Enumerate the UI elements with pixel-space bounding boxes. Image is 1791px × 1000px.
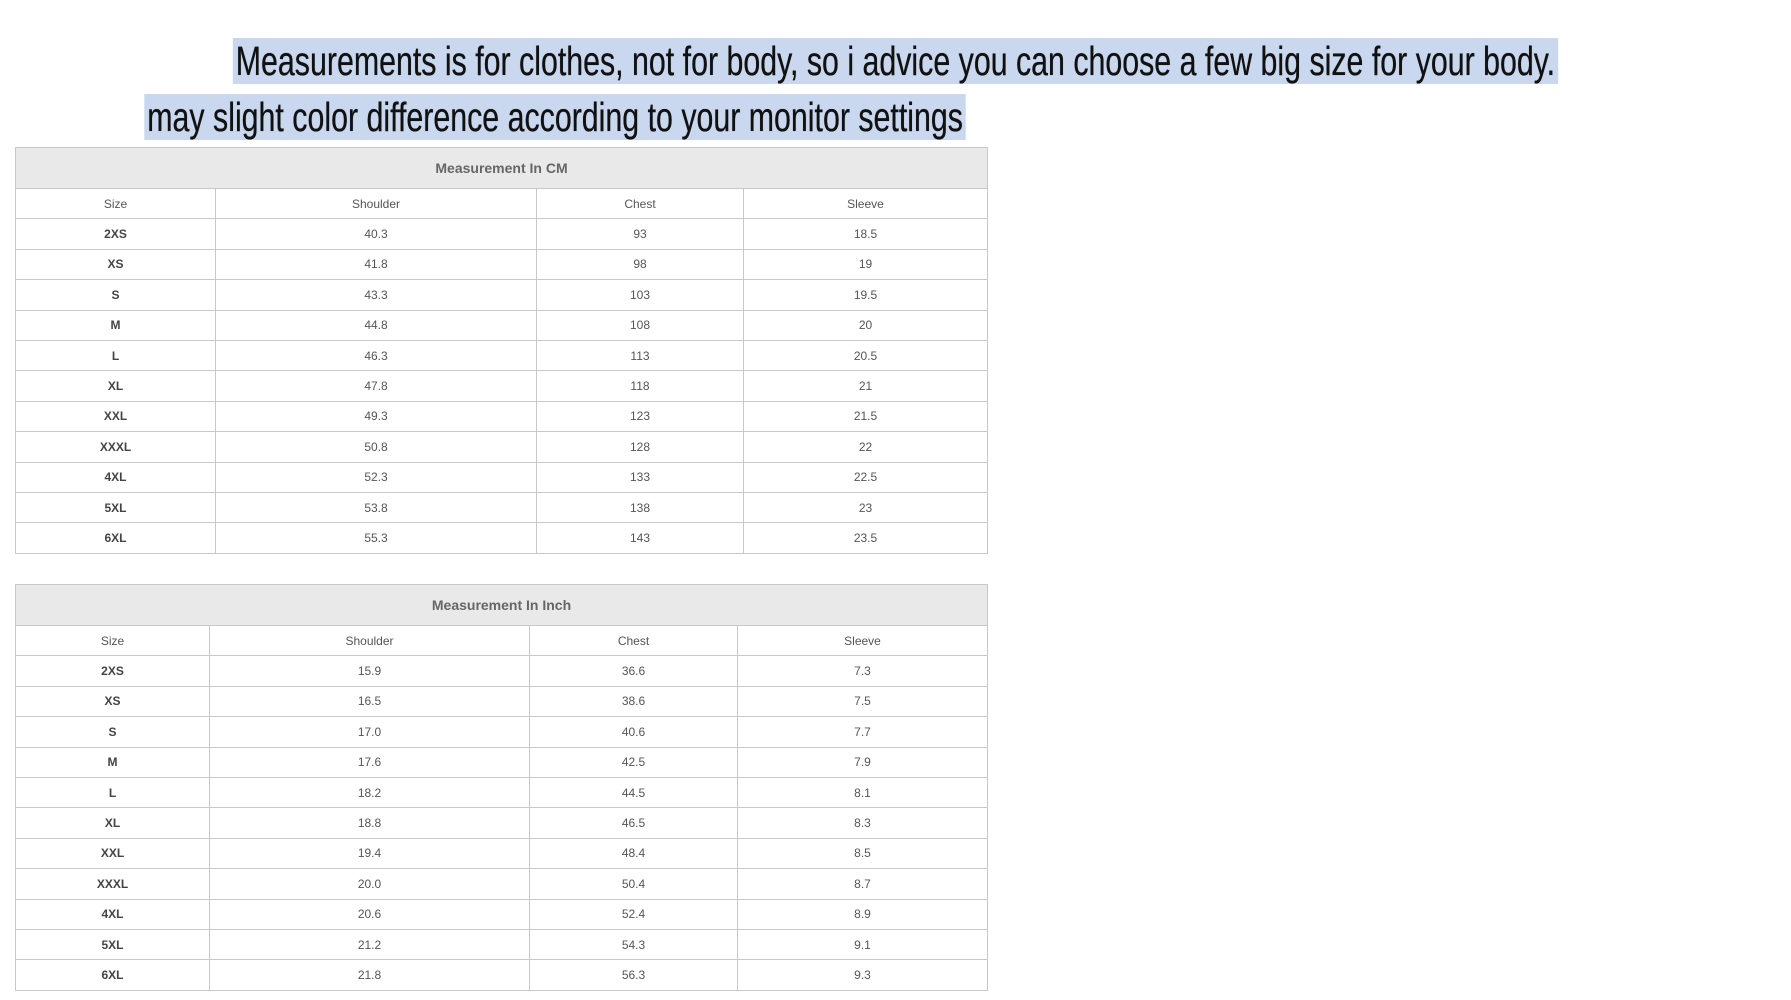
inch-header-row [16,626,988,656]
cell-sleeve: 8.1 [738,777,988,807]
cell-sleeve: 9.3 [738,960,988,990]
cell-shoulder: 55.3 [216,523,537,553]
cell-chest: 36.6 [530,656,738,686]
cell-chest: 46.5 [530,808,738,838]
cell-sleeve: 19.5 [744,280,988,310]
cell-size: S [16,717,210,747]
header-size: Size [16,626,210,656]
cell-size: 5XL [16,492,216,522]
cell-size: XL [16,808,210,838]
cell-shoulder: 18.8 [210,808,530,838]
table-row [16,249,988,279]
cell-sleeve: 7.3 [738,656,988,686]
cell-shoulder: 50.8 [216,432,537,462]
cell-sleeve: 18.5 [744,219,988,249]
cell-shoulder: 44.8 [216,310,537,340]
cell-chest: 98 [537,249,744,279]
header-sleeve: Sleeve [738,626,988,656]
notice-line-1 [0,38,1556,84]
cell-shoulder: 41.8 [216,249,537,279]
table-row [16,371,988,401]
cell-chest: 50.4 [530,869,738,899]
table-row [16,523,988,553]
cell-shoulder: 47.8 [216,371,537,401]
cell-size: L [16,777,210,807]
cell-sleeve: 21 [744,371,988,401]
cell-sleeve: 21.5 [744,401,988,431]
cell-size: 5XL [16,929,210,959]
cell-size: XXXL [16,869,210,899]
cell-shoulder: 16.5 [210,686,530,716]
table-row [16,401,988,431]
cell-size: XL [16,371,216,401]
cell-chest: 113 [537,340,744,370]
cell-shoulder: 21.8 [210,960,530,990]
cell-shoulder: 21.2 [210,929,530,959]
header-chest: Chest [537,189,744,219]
cell-size: XS [16,249,216,279]
header-shoulder: Shoulder [210,626,530,656]
cell-size: 4XL [16,899,210,929]
cell-shoulder: 46.3 [216,340,537,370]
header-shoulder: Shoulder [216,189,537,219]
table-row [16,717,988,747]
cell-chest: 123 [537,401,744,431]
cell-size: S [16,280,216,310]
cell-shoulder: 19.4 [210,838,530,868]
cell-shoulder: 53.8 [216,492,537,522]
notice-line-2 [0,94,1000,140]
cell-size: 2XS [16,656,210,686]
cell-size: XXL [16,401,216,431]
notice-text-1: Measurements is for clothes, not for body, so i advice you can choose a few big size for your body. [233,38,1558,84]
cm-table-caption: Measurement In CM [16,148,988,189]
notice-text-2: may slight color difference according to your monitor settings [144,94,966,140]
cm-size-table [15,147,988,554]
cell-sleeve: 20 [744,310,988,340]
cell-size: M [16,310,216,340]
table-row [16,462,988,492]
cell-shoulder: 17.6 [210,747,530,777]
table-row [16,960,988,990]
cell-chest: 40.6 [530,717,738,747]
table-row [16,899,988,929]
cell-chest: 108 [537,310,744,340]
cell-chest: 93 [537,219,744,249]
cell-sleeve: 19 [744,249,988,279]
cell-sleeve: 22.5 [744,462,988,492]
cell-size: 2XS [16,219,216,249]
cell-size: XS [16,686,210,716]
table-row [16,747,988,777]
cell-sleeve: 8.5 [738,838,988,868]
cell-size: XXXL [16,432,216,462]
cell-chest: 56.3 [530,960,738,990]
cell-chest: 143 [537,523,744,553]
cell-chest: 103 [537,280,744,310]
cell-chest: 44.5 [530,777,738,807]
cell-chest: 48.4 [530,838,738,868]
cell-sleeve: 7.7 [738,717,988,747]
cell-size: M [16,747,210,777]
cell-chest: 52.4 [530,899,738,929]
cell-sleeve: 8.7 [738,869,988,899]
cell-size: 6XL [16,523,216,553]
cell-chest: 118 [537,371,744,401]
cell-sleeve: 8.9 [738,899,988,929]
table-row [16,838,988,868]
cell-shoulder: 20.0 [210,869,530,899]
table-row [16,310,988,340]
table-row [16,656,988,686]
cell-shoulder: 17.0 [210,717,530,747]
cell-chest: 128 [537,432,744,462]
table-row [16,340,988,370]
cell-size: 6XL [16,960,210,990]
cell-sleeve: 8.3 [738,808,988,838]
table-row [16,869,988,899]
inch-table-caption: Measurement In Inch [16,585,988,626]
table-row [16,808,988,838]
cell-size: 4XL [16,462,216,492]
cell-shoulder: 43.3 [216,280,537,310]
cell-shoulder: 52.3 [216,462,537,492]
table-row [16,432,988,462]
cell-chest: 138 [537,492,744,522]
table-row [16,929,988,959]
header-chest: Chest [530,626,738,656]
cell-sleeve: 22 [744,432,988,462]
cell-sleeve: 20.5 [744,340,988,370]
cell-size: L [16,340,216,370]
table-row [16,492,988,522]
cell-sleeve: 23 [744,492,988,522]
table-row [16,686,988,716]
cell-sleeve: 23.5 [744,523,988,553]
table-row [16,219,988,249]
cell-chest: 42.5 [530,747,738,777]
table-row [16,280,988,310]
cell-shoulder: 18.2 [210,777,530,807]
table-row [16,777,988,807]
cell-chest: 54.3 [530,929,738,959]
cell-shoulder: 20.6 [210,899,530,929]
cell-sleeve: 7.5 [738,686,988,716]
cell-chest: 38.6 [530,686,738,716]
cell-shoulder: 49.3 [216,401,537,431]
cell-size: XXL [16,838,210,868]
cm-header-row [16,189,988,219]
inch-size-table [15,584,988,991]
cell-sleeve: 7.9 [738,747,988,777]
header-size: Size [16,189,216,219]
cell-chest: 133 [537,462,744,492]
header-sleeve: Sleeve [744,189,988,219]
cell-sleeve: 9.1 [738,929,988,959]
cell-shoulder: 40.3 [216,219,537,249]
cell-shoulder: 15.9 [210,656,530,686]
